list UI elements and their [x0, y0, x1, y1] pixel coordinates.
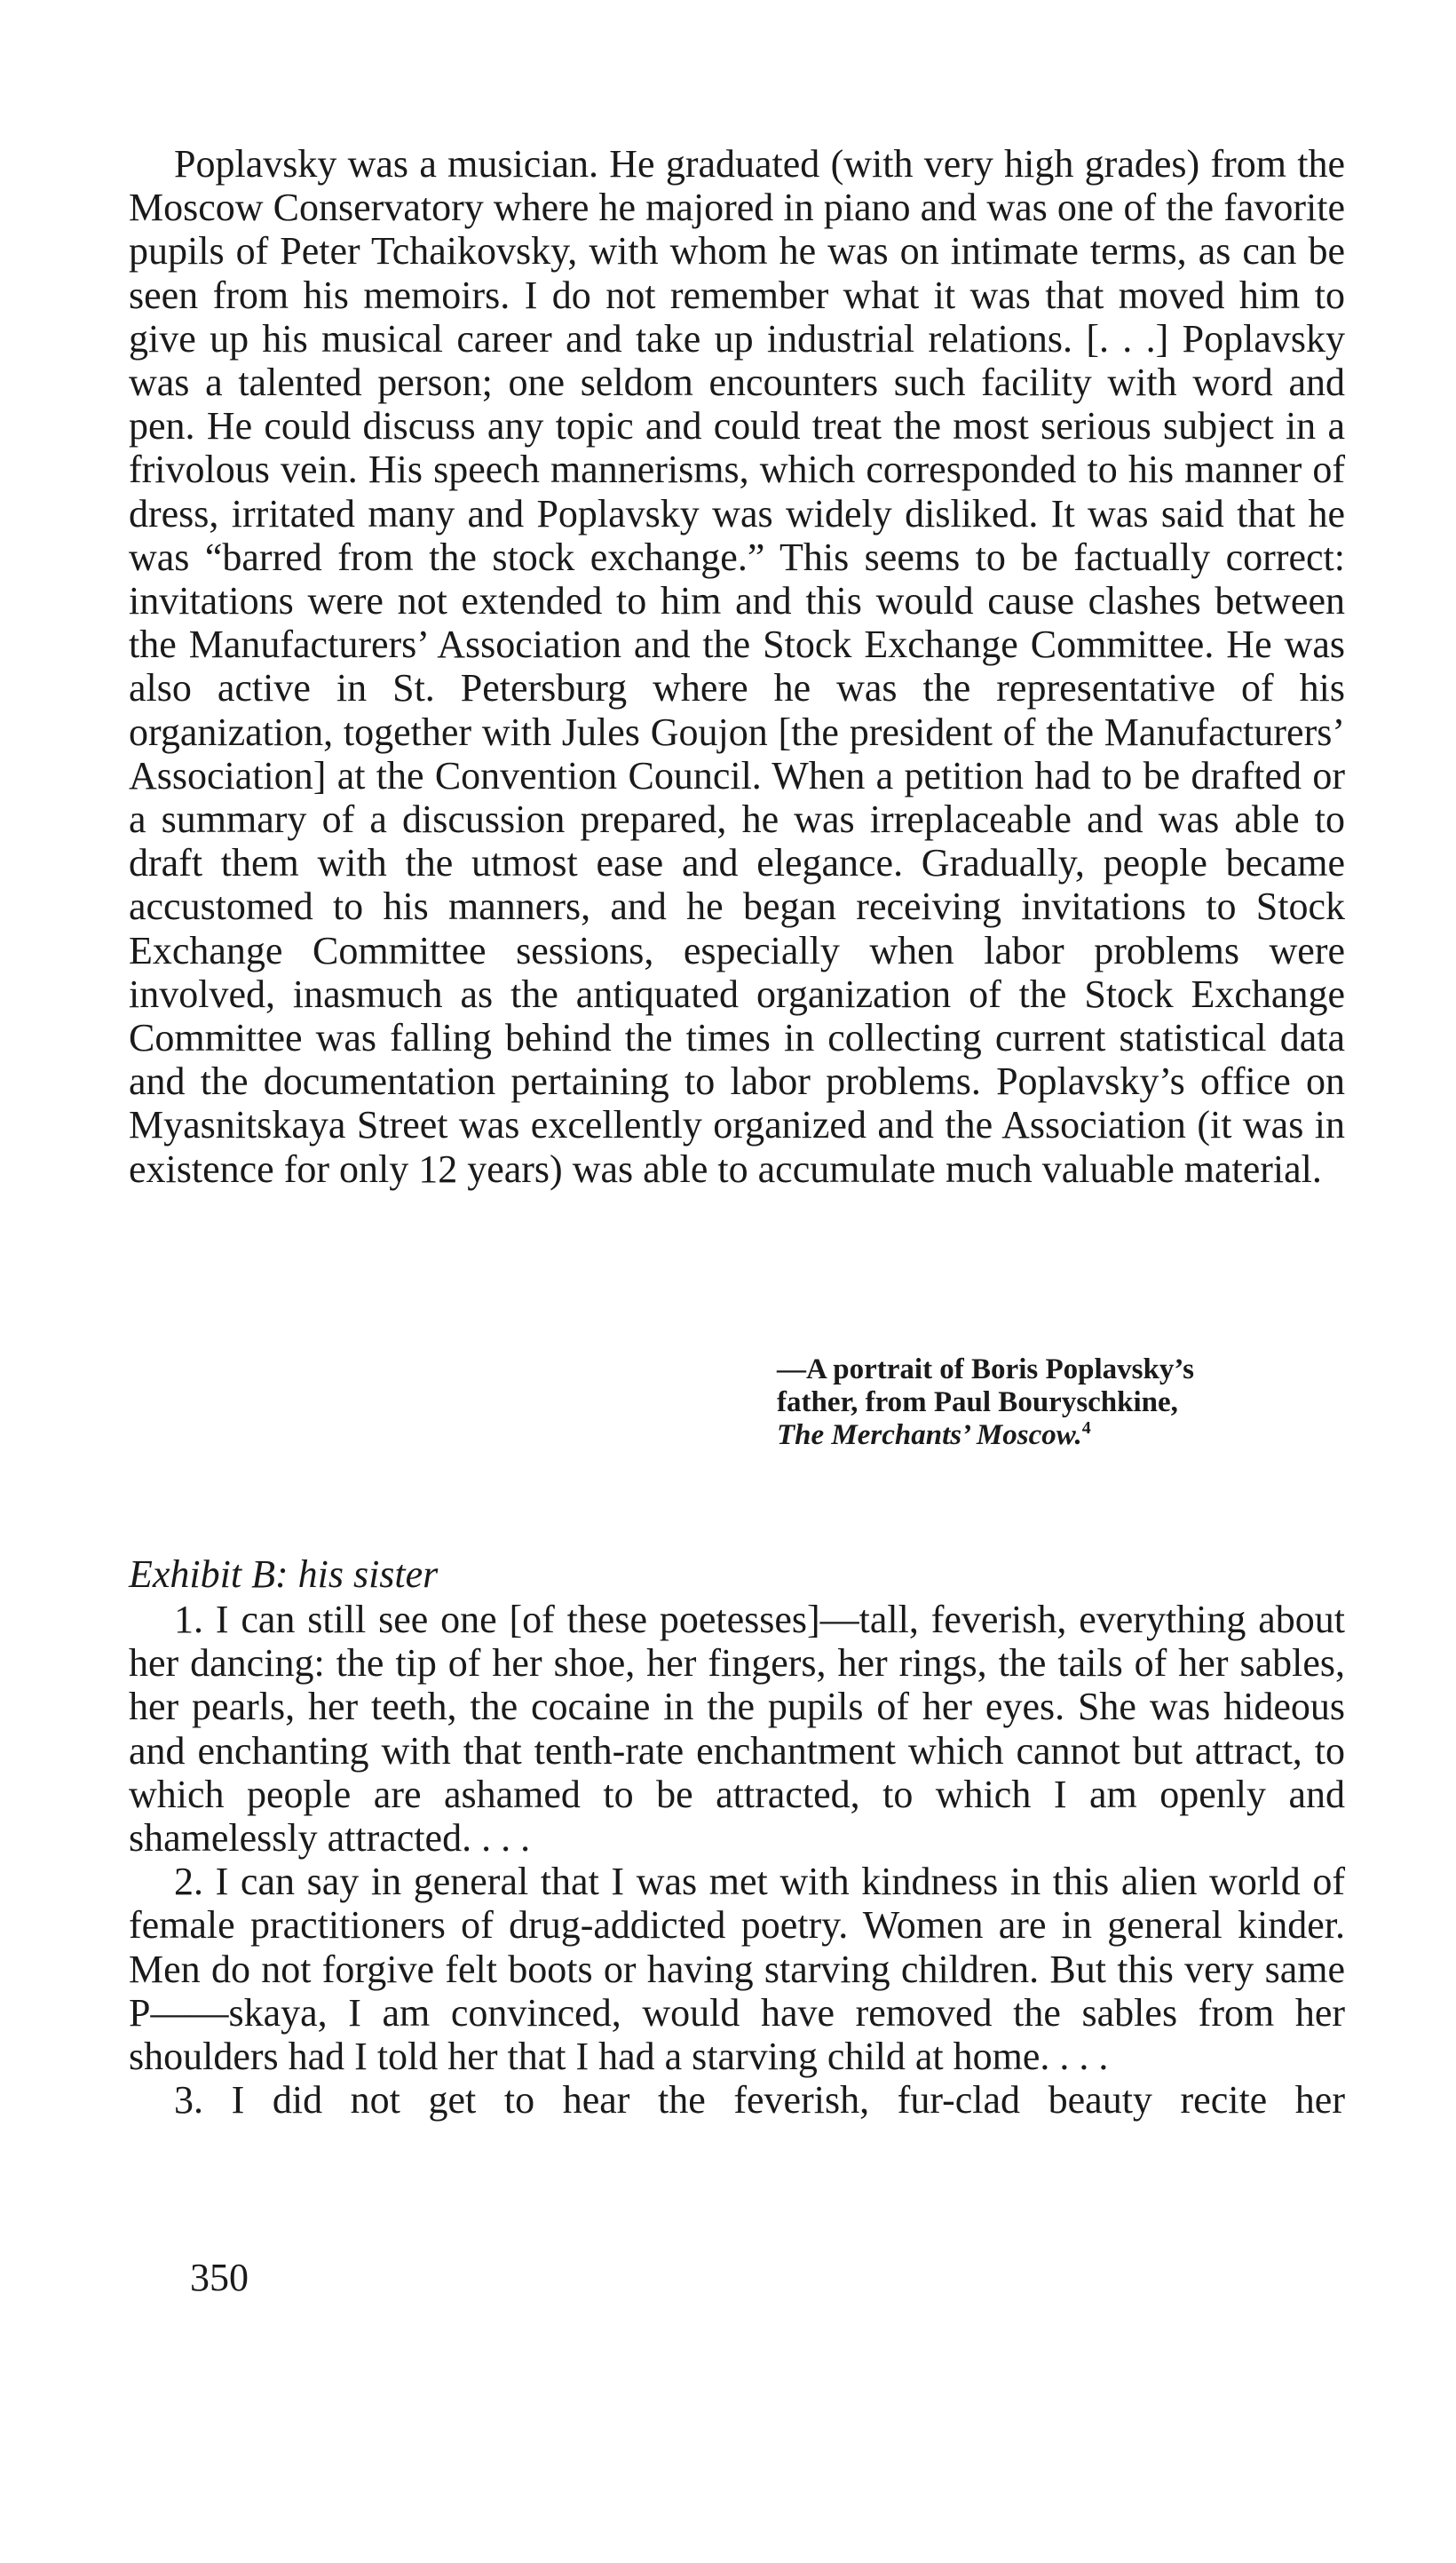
footnote-marker: 4	[1081, 1418, 1091, 1438]
exhibit-item-3: 3. I did not get to hear the feverish, fur-clad beauty recite her	[174, 2078, 1345, 2123]
exhibit-items	[129, 1598, 1345, 2122]
page-number: 350	[190, 2256, 249, 2299]
main-text-block	[129, 142, 1345, 1191]
attribution-book-title: The Merchants’ Moscow.	[777, 1419, 1082, 1451]
exhibit-item-2: 2. I can say in general that I was met with kindness in this alien world of female practitioners of drug-addicted poetry. Women are in general kinder. Men do not forgive felt boots or having starving children. But this very same P——skaya, I am convinced, would have removed the sables from her shoulders had I told her that I had a starving child at home. . . .	[129, 1860, 1345, 2079]
attribution-line-3	[777, 1419, 1327, 1452]
attribution-line-2: father, from Paul Bouryschkine,	[777, 1386, 1178, 1418]
exhibit-item-1: 1. I can still see one [of these poetesses]—tall, feverish, everything about her dancing: the tip of her shoe, her fingers, her rings, the tails of her sables, her pearls, her teeth, the cocaine in the pupils of her eyes. She was hideous and enchanting with that tenth-rate enchantment which cannot but attract, to which people are ashamed to be attracted, to which I am openly and shamelessly attracted. . . .	[129, 1598, 1345, 1861]
source-attribution	[777, 1353, 1327, 1452]
attribution-line-1: —A portrait of Boris Poplavsky’s	[777, 1353, 1194, 1385]
main-paragraph: Poplavsky was a musician. He graduated (with very high grades) from the Moscow Conservatory where he majored in piano and was one of the favorite pupils of Peter Tchaikovsky, with whom he was on intimate terms, as can be seen from his memoirs. I do not remember what it was that moved him to give up his musical career and take up industrial relations. [. . .] Poplavsky was a talented person; one seldom encounters such facility with word and pen. He could discuss any topic and could treat the most serious subject in a frivolous vein. His speech mannerisms, which corresponded to his manner of dress, irritated many and Poplavsky was widely disliked. It was said that he was “barred from the stock exchange.” This seems to be factually correct: invitations were not extended to him and this would cause clashes between the Manufacturers’ Association and the Stock Exchange Committee. He was also active in St. Petersburg where he was the representative of his organization, together with Jules Goujon [the president of the Manufacturers’ Association] at the Convention Council. When a petition had to be drafted or a summary of a discussion prepared, he was irreplaceable and was able to draft them with the utmost ease and elegance. Gradually, people became accustomed to his manners, and he began receiving invitations to Stock Exchange Committee sessions, especially when labor problems were involved, inasmuch as the antiquated organization of the Stock Exchange Committee was falling behind the times in collecting current statistical data and the documentation pertaining to labor problems. Poplavsky’s office on Myasnitskaya Street was excellently organized and the Association (it was in existence for only 12 years) was able to accumulate much valuable material.	[129, 142, 1345, 1191]
exhibit-heading: Exhibit B: his sister	[129, 1552, 439, 1596]
